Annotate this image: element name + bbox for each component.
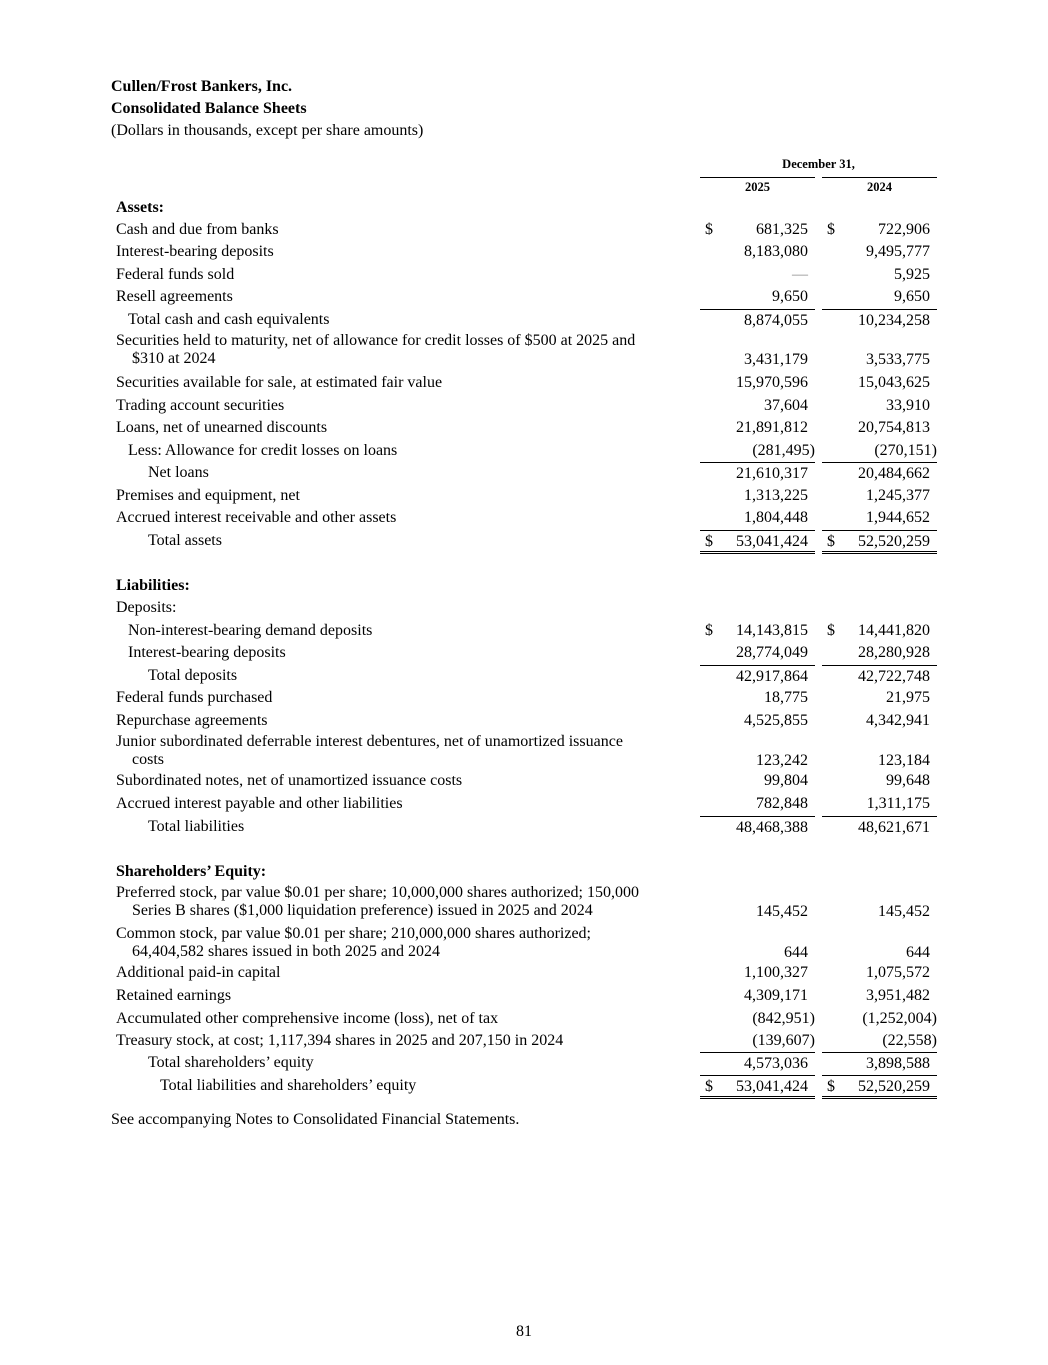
value-2025: 18,775	[764, 689, 808, 706]
row-total-assets	[0, 530, 1048, 552]
currency-symbol: $	[705, 1078, 713, 1095]
row-cash	[0, 219, 1048, 241]
row-label: Federal funds purchased	[116, 689, 273, 706]
value-2024: 15,043,625	[858, 374, 930, 391]
value-2024: 42,722,748	[858, 668, 930, 685]
value-2024: 1,311,175	[866, 795, 930, 812]
row-label: Accumulated other comprehensive income (loss), net of tax	[116, 1010, 499, 1027]
row-total-deposits	[0, 665, 1048, 687]
row-nib-deposits	[0, 620, 1048, 642]
period-header: December 31,	[782, 157, 855, 171]
value-2024: 1,075,572	[866, 964, 930, 981]
row-subordinated	[0, 770, 1048, 792]
row-fed-funds-sold	[0, 264, 1048, 286]
value-2024: 20,754,813	[858, 419, 930, 436]
currency-symbol: $	[705, 221, 713, 238]
value-2025: 99,804	[764, 772, 808, 789]
row-retained	[0, 985, 1048, 1007]
currency-symbol: $	[827, 533, 835, 550]
value-2024: 145,452	[878, 903, 930, 920]
value-2024: 3,898,588	[866, 1055, 930, 1072]
value-2025: 4,309,171	[744, 987, 808, 1004]
liabilities-heading-row	[0, 575, 1048, 597]
year-2025-header: 2025	[700, 177, 815, 196]
value-2025: (139,607)	[752, 1032, 815, 1049]
row-label: Total liabilities	[148, 818, 245, 835]
value-2024: 3,951,482	[866, 987, 930, 1004]
currency-symbol: $	[705, 622, 713, 639]
value-2025: 8,874,055	[744, 312, 808, 329]
value-2024: 5,925	[894, 266, 930, 283]
row-label: Trading account securities	[116, 397, 285, 414]
company-name: Cullen/Frost Bankers, Inc.	[111, 78, 293, 95]
value-2024: (270,151)	[874, 442, 937, 459]
value-2025: 48,468,388	[736, 819, 808, 836]
currency-symbol: $	[705, 533, 713, 550]
row-aoci	[0, 1008, 1048, 1030]
row-label: Junior subordinated deferrable interest debentures, net of unamortized issuance costs	[116, 733, 623, 768]
row-label: Accrued interest payable and other liabilities	[116, 795, 403, 812]
value-2025: 21,610,317	[736, 465, 808, 482]
row-fed-funds-purchased	[0, 687, 1048, 709]
value-2024: 123,184	[878, 752, 930, 769]
row-label: Interest-bearing deposits	[128, 644, 286, 661]
value-2024: 1,944,652	[866, 509, 930, 526]
row-trading	[0, 395, 1048, 417]
value-2024: 33,910	[886, 397, 930, 414]
row-resell	[0, 286, 1048, 308]
row-ib-deposits-liab	[0, 642, 1048, 664]
value-2025: 1,313,225	[744, 487, 808, 504]
value-2024: 9,495,777	[866, 243, 930, 260]
value-2025: (842,951)	[752, 1010, 815, 1027]
value-2025: 145,452	[756, 903, 808, 920]
row-total-liabilities-equity	[0, 1075, 1048, 1097]
row-label: Common stock, par value $0.01 per share; 210,000,000 shares authorized; 64,404,582 shares issued in both 2025 and 2024	[116, 925, 591, 960]
row-label: Total shareholders’ equity	[148, 1054, 314, 1071]
value-2024: 14,441,820	[858, 622, 930, 639]
row-accrued-liabilities	[0, 793, 1048, 815]
value-2025: 42,917,864	[736, 668, 808, 685]
row-premises	[0, 485, 1048, 507]
row-label: Cash and due from banks	[116, 221, 279, 238]
row-net-loans	[0, 462, 1048, 484]
row-htm	[0, 331, 1048, 371]
value-2025: 123,242	[756, 752, 808, 769]
units-note: (Dollars in thousands, except per share amounts)	[111, 122, 424, 139]
currency-symbol: $	[827, 1078, 835, 1095]
value-2024: 52,520,259	[858, 1078, 930, 1095]
value-2025: 4,525,855	[744, 712, 808, 729]
value-2025: —	[792, 266, 808, 283]
row-label: Preferred stock, par value $0.01 per share; 10,000,000 shares authorized; 150,000 Series B shares ($1,000 liquidation preference) issued in 2025 and 2024	[116, 884, 639, 919]
row-label: Interest-bearing deposits	[116, 243, 274, 260]
equity-heading-row	[0, 861, 1048, 883]
row-ib-deposits	[0, 241, 1048, 263]
row-total-liabilities	[0, 816, 1048, 838]
value-2025: 28,774,049	[736, 644, 808, 661]
value-2025: 782,848	[756, 795, 808, 812]
row-label: Treasury stock, at cost; 1,117,394 shares in 2025 and 207,150 in 2024	[116, 1032, 564, 1049]
row-accrued-assets	[0, 507, 1048, 529]
deposits-heading-row	[0, 597, 1048, 619]
row-label: Subordinated notes, net of unamortized issuance costs	[116, 772, 463, 789]
row-label: Net loans	[148, 464, 209, 481]
row-label: Less: Allowance for credit losses on loans	[128, 442, 398, 459]
value-2025: (281,495)	[752, 442, 815, 459]
value-2025: 15,970,596	[736, 374, 808, 391]
value-2024: 52,520,259	[858, 533, 930, 550]
row-label: Total liabilities and shareholders’ equity	[160, 1077, 417, 1094]
row-label: Retained earnings	[116, 987, 232, 1004]
page-number: 81	[516, 1323, 532, 1340]
currency-symbol: $	[827, 221, 835, 238]
value-2025: 8,183,080	[744, 243, 808, 260]
value-2024: 10,234,258	[858, 312, 930, 329]
value-2025: 681,325	[756, 221, 808, 238]
row-loans	[0, 417, 1048, 439]
subsection-heading: Deposits:	[116, 599, 177, 616]
row-label: Securities available for sale, at estimated fair value	[116, 374, 443, 391]
value-2024: 28,280,928	[858, 644, 930, 661]
row-label: Total assets	[148, 532, 222, 549]
row-label: Premises and equipment, net	[116, 487, 300, 504]
value-2024: 3,533,775	[866, 351, 930, 368]
value-2024: (22,558)	[882, 1032, 937, 1049]
value-2025: 1,804,448	[744, 509, 808, 526]
value-2025: 4,573,036	[744, 1055, 808, 1072]
value-2024: (1,252,004)	[862, 1010, 937, 1027]
value-2024: 9,650	[894, 288, 930, 305]
value-2024: 1,245,377	[866, 487, 930, 504]
statement-title: Consolidated Balance Sheets	[111, 100, 307, 117]
row-junior-debentures	[0, 732, 1048, 772]
row-allowance	[0, 440, 1048, 462]
value-2025: 1,100,327	[744, 964, 808, 981]
value-2024: 644	[906, 944, 930, 961]
row-label: Total deposits	[148, 667, 238, 684]
row-preferred	[0, 883, 1048, 923]
row-label: Non-interest-bearing demand deposits	[128, 622, 373, 639]
value-2024: 722,906	[878, 221, 930, 238]
section-heading: Shareholders’ Equity:	[116, 863, 267, 880]
row-common	[0, 924, 1048, 964]
footnote: See accompanying Notes to Consolidated Financial Statements.	[111, 1111, 520, 1128]
value-2025: 9,650	[772, 288, 808, 305]
row-total-equity	[0, 1052, 1048, 1074]
value-2025: 53,041,424	[736, 533, 808, 550]
currency-symbol: $	[827, 622, 835, 639]
row-label: Additional paid-in capital	[116, 964, 281, 981]
value-2024: 21,975	[886, 689, 930, 706]
row-afs	[0, 372, 1048, 394]
row-apic	[0, 962, 1048, 984]
section-heading: Liabilities:	[116, 577, 190, 594]
value-2025: 14,143,815	[736, 622, 808, 639]
value-2024: 99,648	[886, 772, 930, 789]
value-2025: 3,431,179	[744, 351, 808, 368]
value-2024: 4,342,941	[866, 712, 930, 729]
row-label: Loans, net of unearned discounts	[116, 419, 328, 436]
row-total-cash	[0, 309, 1048, 331]
row-label: Repurchase agreements	[116, 712, 268, 729]
value-2024: 20,484,662	[858, 465, 930, 482]
row-repurchase	[0, 710, 1048, 732]
value-2024: 48,621,671	[858, 819, 930, 836]
row-label: Federal funds sold	[116, 266, 235, 283]
row-label: Resell agreements	[116, 288, 233, 305]
row-label: Securities held to maturity, net of allowance for credit losses of $500 at 2025 and $310 at 2024	[116, 332, 636, 367]
value-2025: 37,604	[764, 397, 808, 414]
row-treasury	[0, 1030, 1048, 1052]
section-heading: Assets:	[116, 199, 164, 216]
assets-heading-row	[0, 197, 1048, 219]
value-2025: 53,041,424	[736, 1078, 808, 1095]
year-2024-header: 2024	[822, 177, 937, 196]
row-label: Accrued interest receivable and other assets	[116, 509, 397, 526]
value-2025: 644	[784, 944, 808, 961]
value-2025: 21,891,812	[736, 419, 808, 436]
row-label: Total cash and cash equivalents	[128, 311, 330, 328]
